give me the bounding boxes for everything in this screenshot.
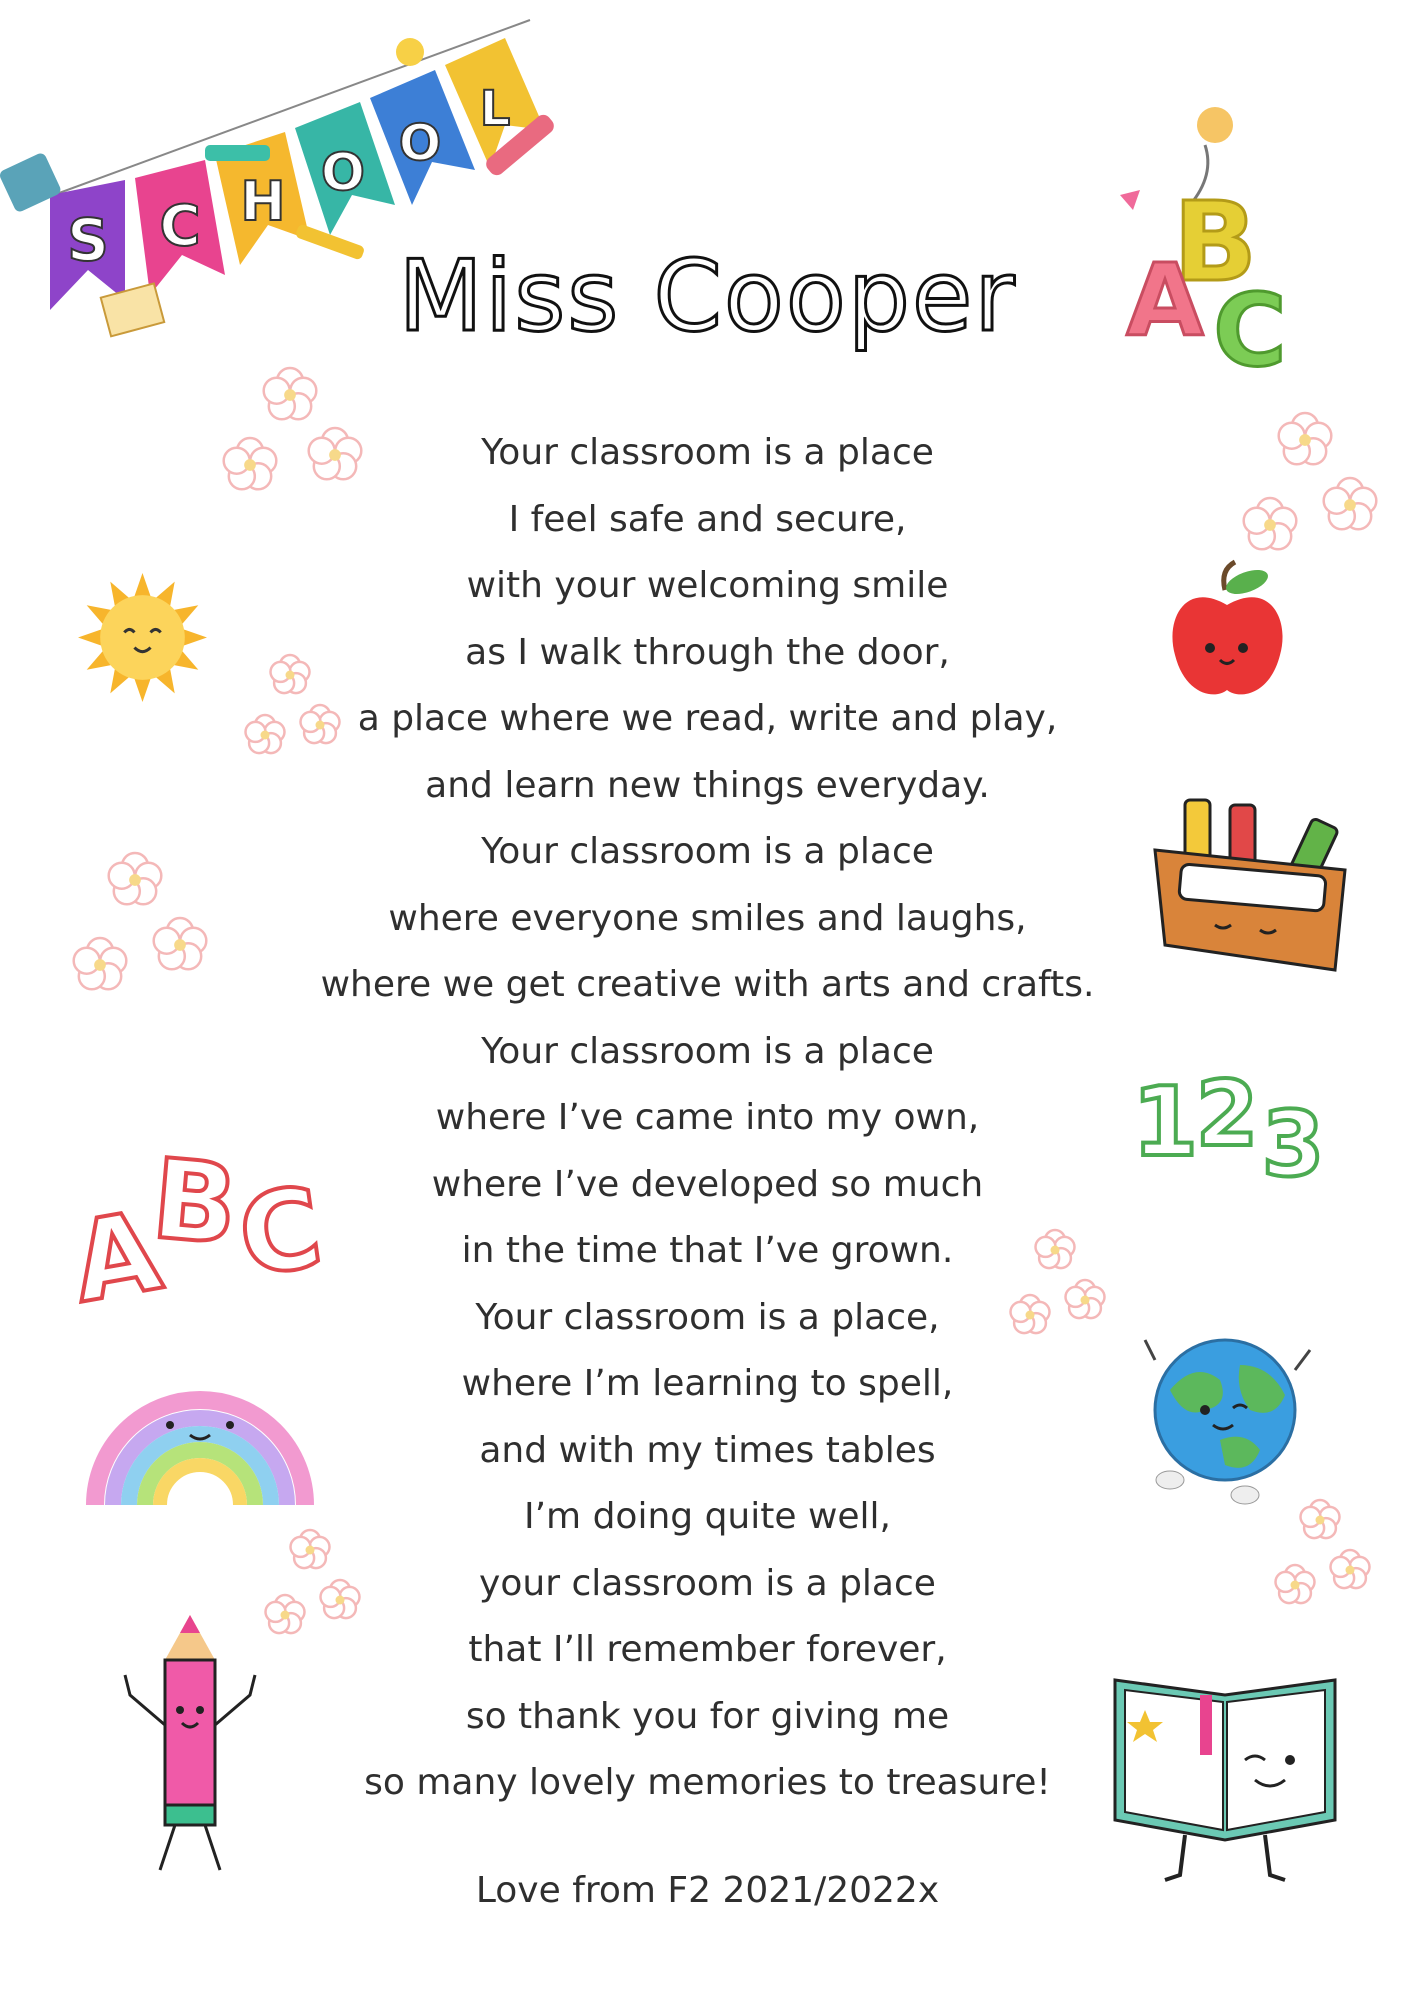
number-letter: 1 xyxy=(1131,1068,1199,1178)
banner-letter: L xyxy=(479,81,511,137)
crayon-icon xyxy=(205,145,270,161)
flower-cluster xyxy=(1265,1495,1385,1615)
abc-outline-letter: B xyxy=(147,1134,243,1270)
flower-cluster xyxy=(60,840,230,1010)
lightbulb-icon xyxy=(396,38,424,66)
number-letter: 2 xyxy=(1195,1062,1259,1167)
banner-letter: S xyxy=(67,206,109,274)
number-letter: 3 xyxy=(1261,1092,1325,1197)
poem-line: and learn new things everyday. xyxy=(425,764,990,806)
flower-cluster xyxy=(255,1525,375,1645)
poem-line: and with my times tables xyxy=(479,1429,936,1471)
poem-line: as I walk through the door, xyxy=(465,631,950,673)
banner-letter: O xyxy=(398,114,442,172)
abc-outline-letter: C xyxy=(231,1162,330,1301)
sun-icon xyxy=(75,570,210,705)
flower-icon xyxy=(1276,1565,1315,1603)
abc-outline-letter: A xyxy=(63,1186,170,1328)
flower-icon xyxy=(1244,498,1297,549)
poem-line: that I’ll remember forever, xyxy=(468,1629,947,1670)
flower-icon xyxy=(291,1530,330,1568)
apple-icon xyxy=(1165,560,1290,705)
flower-icon xyxy=(301,705,340,743)
numbers-icon xyxy=(1131,1050,1335,1197)
abc-block-letter: B xyxy=(1173,178,1257,306)
poem-line: where we get creative with arts and crafts. xyxy=(320,964,1095,1005)
flower-cluster xyxy=(240,650,360,770)
flower-icon xyxy=(1066,1280,1105,1318)
flower-icon xyxy=(1279,413,1332,464)
flower-icon xyxy=(224,438,277,489)
flower-icon xyxy=(1331,1550,1370,1588)
poem-line: where I’m learning to spell, xyxy=(461,1363,954,1404)
banner-letter: C xyxy=(159,194,201,259)
abc-outline-icon xyxy=(63,1110,330,1328)
open-book-icon xyxy=(1105,1670,1345,1885)
poem-line: I feel safe and secure, xyxy=(508,498,907,540)
poem-line: in the time that I’ve grown. xyxy=(461,1230,954,1271)
poem-line: your classroom is a place xyxy=(479,1562,936,1604)
flower-icon xyxy=(74,938,127,989)
crayon-box-icon xyxy=(1145,780,1365,980)
globe-icon xyxy=(1125,1310,1325,1510)
poem-line: Your classroom is a place xyxy=(481,831,934,872)
poem-line: I’m doing quite well, xyxy=(524,1496,891,1537)
flower-icon xyxy=(246,715,285,753)
abc-block-letter: A xyxy=(1126,242,1204,359)
rainbow-icon xyxy=(85,1375,315,1515)
flower-icon xyxy=(109,853,162,904)
poem-line: where I’ve came into my own, xyxy=(435,1097,980,1138)
flower-icon xyxy=(266,1595,305,1633)
poem-line: a place where we read, write and play, xyxy=(357,698,1058,739)
flower-cluster xyxy=(215,355,375,515)
flower-icon xyxy=(1324,478,1377,529)
poem-line: so thank you for giving me xyxy=(465,1695,950,1737)
poem-line: with your welcoming smile xyxy=(466,565,949,606)
poem-line: Your classroom is a place xyxy=(481,1030,934,1072)
poem-line: so many lovely memories to treasure! xyxy=(364,1762,1051,1803)
banner-letter: H xyxy=(240,170,286,233)
banner-letter: O xyxy=(320,143,366,203)
poem-line: where everyone smiles and laughs, xyxy=(388,897,1027,939)
flower-icon xyxy=(271,655,310,693)
abc-block-letter: C xyxy=(1213,272,1287,389)
poem-line: Your classroom is a place xyxy=(481,432,934,473)
flower-icon xyxy=(264,368,317,419)
flower-icon xyxy=(1036,1230,1075,1268)
pencil-character-icon xyxy=(120,1615,260,1875)
page-title: Miss Cooper xyxy=(398,240,1017,354)
poem-line: where I’ve developed so much xyxy=(431,1163,984,1205)
flower-icon xyxy=(154,918,207,969)
signoff: Love from F2 2021/2022x xyxy=(475,1870,940,1911)
flower-icon xyxy=(321,1580,360,1618)
flower-cluster xyxy=(1000,1225,1120,1345)
flower-icon xyxy=(1011,1295,1050,1333)
flower-icon xyxy=(309,428,362,479)
poem-line: Your classroom is a place, xyxy=(475,1296,940,1338)
flower-cluster xyxy=(1230,400,1400,570)
